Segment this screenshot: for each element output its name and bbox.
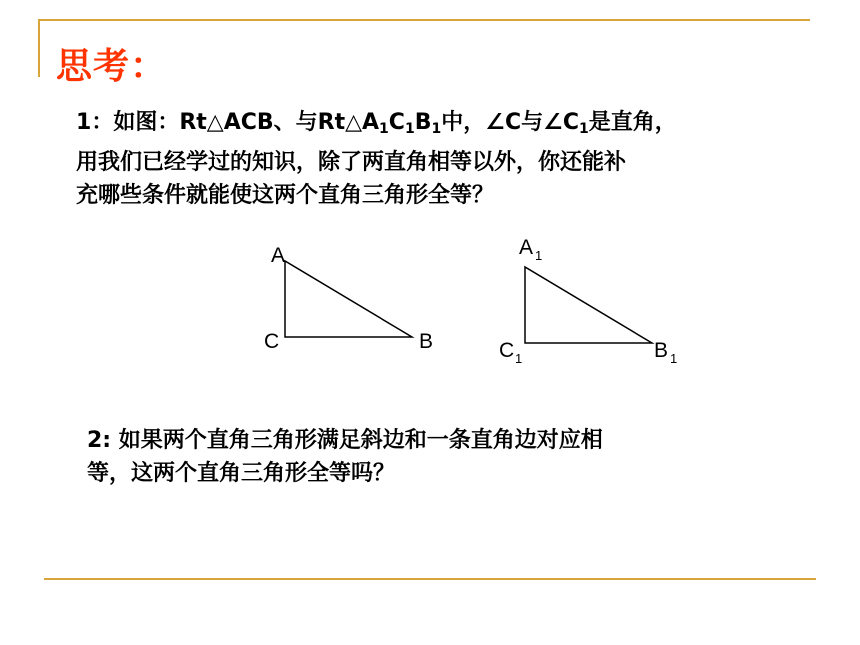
q1-text-a: ：如图：Rt△ACB、与Rt△A (91, 110, 380, 135)
vertex-label-b1-sub: 1 (670, 351, 678, 366)
vertex-label-c1: C (499, 339, 515, 362)
vertex-label-c1-sub: 1 (515, 351, 523, 366)
q1-sub-4: 1 (578, 121, 589, 137)
triangle-a1c1b1 (525, 267, 652, 343)
vertex-label-a: A (271, 244, 286, 267)
slide-title: 思考： (56, 45, 168, 87)
triangle-acb (285, 261, 412, 337)
vertex-label-b: B (419, 330, 434, 353)
q1-sub-1: 1 (379, 121, 389, 137)
question-1-line-3: 充哪些条件就能使这两个直角三角形全等？ (76, 183, 495, 208)
question-2 (87, 424, 807, 490)
q1-sub-3: 1 (431, 121, 442, 137)
vertex-label-a1: A (519, 236, 534, 259)
q1-text-d: 中，∠C与∠C (441, 110, 579, 135)
question-2-line-2: 等，这两个直角三角形全等吗？ (87, 461, 396, 486)
vertex-label-c: C (264, 330, 280, 353)
question-2-line-1: 2: 如果两个直角三角形满足斜边和一条直角边对应相 (87, 428, 603, 453)
question-1-line-2: 用我们已经学过的知识，除了两直角相等以外，你还能补 (76, 150, 627, 175)
vertex-label-b1: B (654, 339, 669, 362)
q1-sub-2: 1 (404, 121, 415, 137)
vertex-label-a1-sub: 1 (535, 248, 543, 263)
question-1-number: 1 (76, 110, 92, 135)
q1-text-b: C (388, 110, 405, 135)
q1-text-c: B (414, 110, 432, 135)
q1-text-e: 是直角， (588, 110, 677, 135)
